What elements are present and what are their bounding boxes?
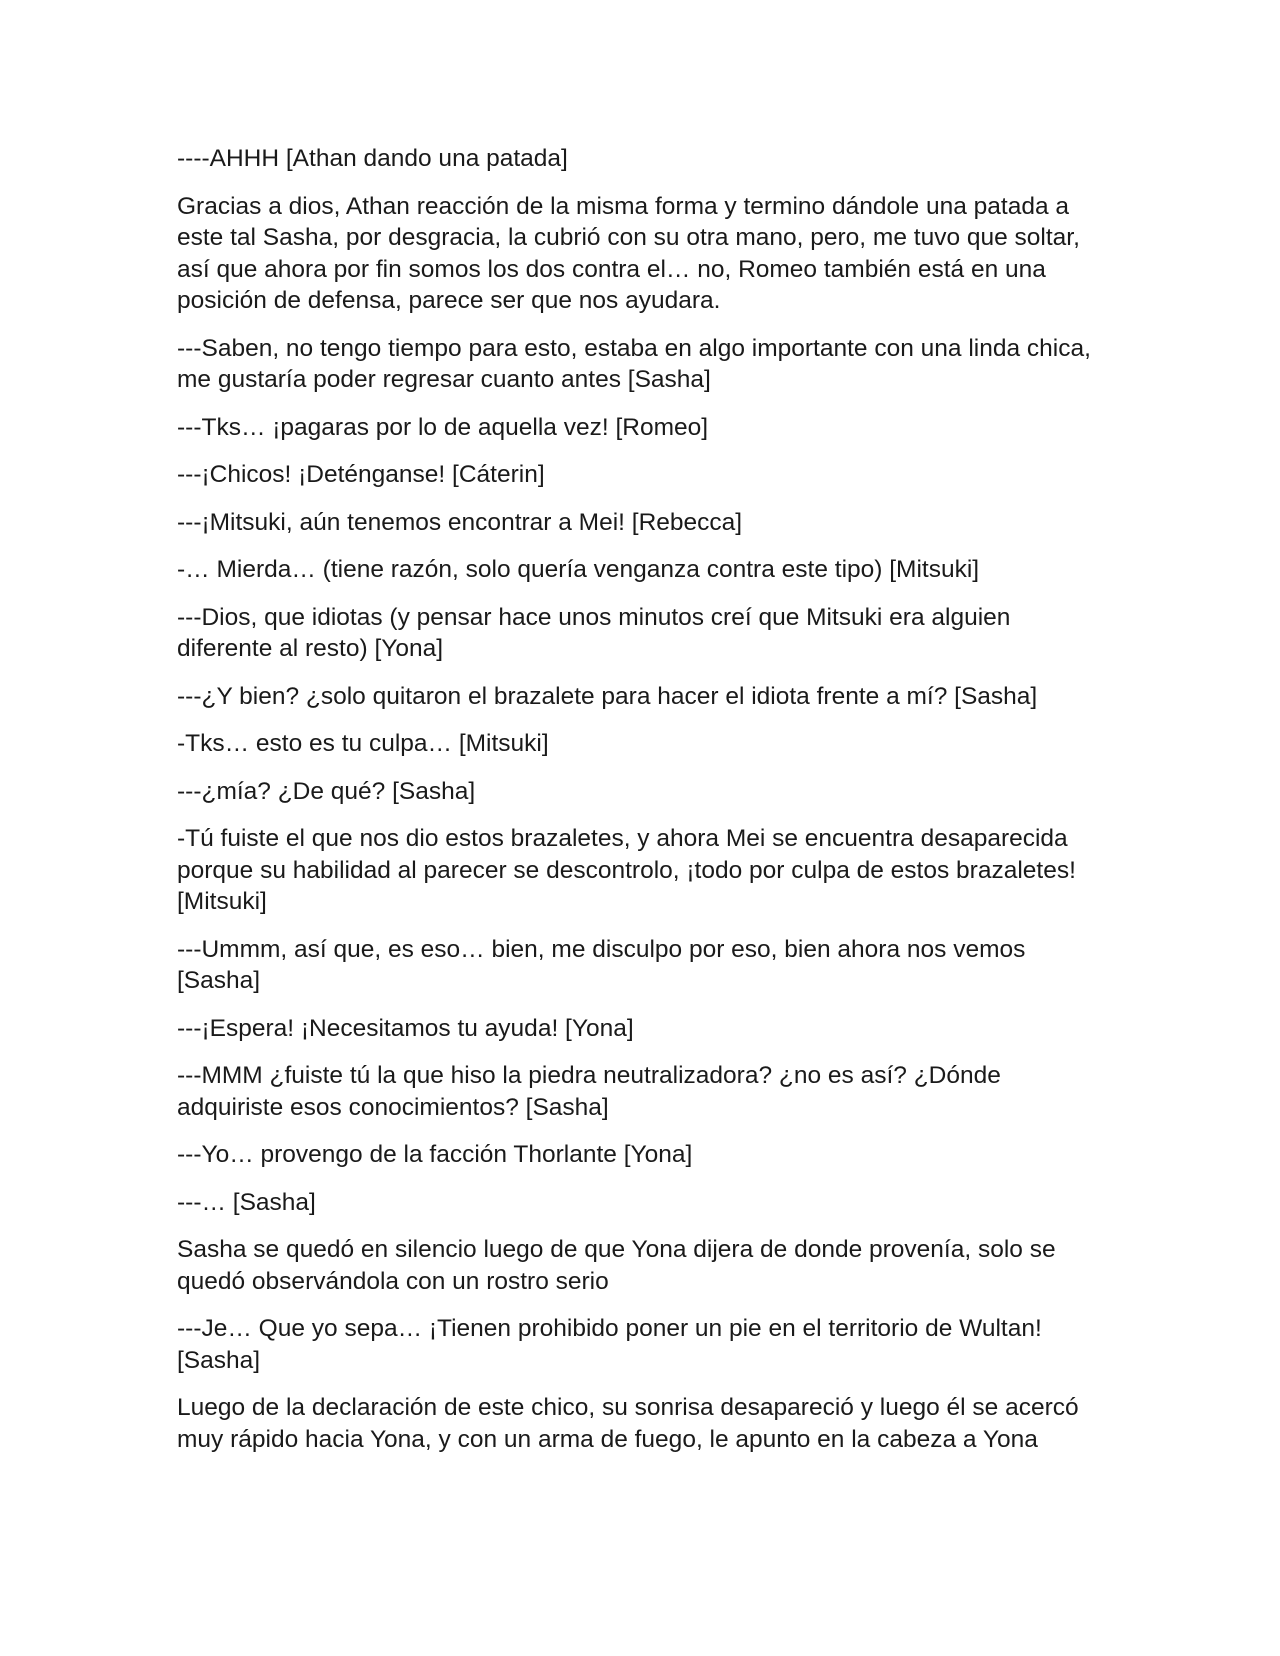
paragraph-11: ---¿mía? ¿De qué? [Sasha] xyxy=(177,777,476,805)
paragraph-5: ---¡Chicos! ¡Deténganse! [Cáterin] xyxy=(177,461,545,488)
paragraph-7: -… Mierda… (tiene razón, solo quería venganza contra este tipo) [Mitsuki] xyxy=(177,556,980,583)
paragraph-12: -Tú fuiste el que nos dio estos brazaletes, y ahora Mei se encuentra desaparecida porque su habilidad al parecer se descontrolo, ¡todo por culpa de estos brazaletes! [Mitsuki] xyxy=(177,825,1076,915)
paragraph-8: ---Dios, que idiotas (y pensar hace unos minutos creí que Mitsuki era alguien diferente al resto) [Yona] xyxy=(177,603,1011,662)
paragraph-4: ---Tks… ¡pagaras por lo de aquella vez! [Romeo] xyxy=(177,413,709,441)
paragraph-18: Sasha se quedó en silencio luego de que Yona dijera de donde provenía, solo se quedó observándola con un rostro serio xyxy=(177,1236,1056,1295)
paragraph-9: ---¿Y bien? ¿solo quitaron el brazalete para hacer el idiota frente a mí? [Sasha] xyxy=(177,682,1038,710)
paragraph-6: ---¡Mitsuki, aún tenemos encontrar a Mei! [Rebecca] xyxy=(177,508,743,536)
paragraph-3: ---Saben, no tengo tiempo para esto, estaba en algo importante con una linda chica, me gustaría poder regresar cuanto antes [Sasha] xyxy=(177,334,1091,393)
paragraph-17: ---… [Sasha] xyxy=(177,1188,316,1216)
paragraph-20: Luego de la declaración de este chico, su sonrisa desapareció y luego él se acercó muy rápido hacia Yona, y con un arma de fuego, le apunto en la cabeza a Yona xyxy=(177,1394,1079,1453)
paragraph-19: ---Je… Que yo sepa… ¡Tienen prohibido poner un pie en el territorio de Wultan! [Sasha] xyxy=(177,1315,1042,1374)
paragraph-10: -Tks… esto es tu culpa… [Mitsuki] xyxy=(177,730,549,757)
paragraph-13: ---Ummm, así que, es eso… bien, me disculpo por eso, bien ahora nos vemos [Sasha] xyxy=(177,935,1026,994)
paragraph-15: ---MMM ¿fuiste tú la que hiso la piedra neutralizadora? ¿no es así? ¿Dónde adquiriste esos conocimientos? [Sasha] xyxy=(177,1062,1001,1121)
paragraph-2: Gracias a dios, Athan reacción de la misma forma y termino dándole una patada a este tal Sasha, por desgracia, la cubrió con su otra mano, pero, me tuvo que soltar, así que ahora por fin somos los dos contra el… no, Romeo también está en una posición de defensa, parece ser que nos ayudara. xyxy=(177,192,1080,314)
paragraph-14: ---¡Espera! ¡Necesitamos tu ayuda! [Yona] xyxy=(177,1014,634,1042)
paragraph-16: ---Yo… provengo de la facción Thorlante [Yona] xyxy=(177,1141,693,1168)
paragraph-1: ----AHHH [Athan dando una patada] xyxy=(177,145,568,172)
text-body xyxy=(177,143,1107,1471)
